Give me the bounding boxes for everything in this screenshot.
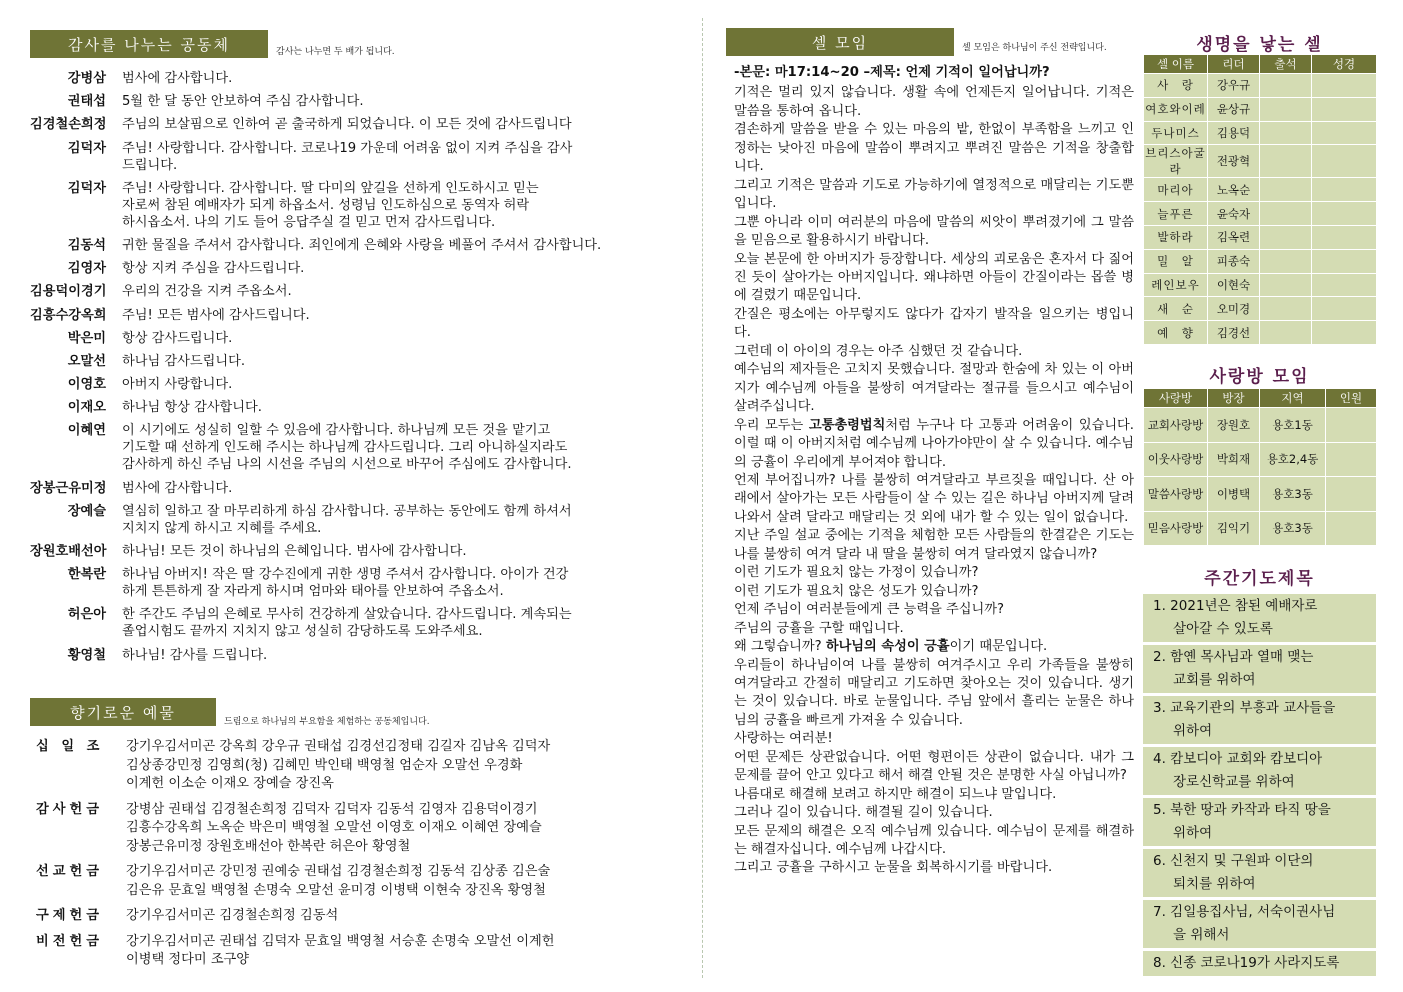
prayer-item xyxy=(1143,594,1376,642)
gratitude-message: 귀한 물질을 주셔서 감사합니다. 죄인에게 은혜와 사랑을 베풀어 주셔서 감사합니다. xyxy=(122,237,602,253)
gratitude-message: 하나님! 모든 것이 하나님의 은혜입니다. 범사에 감사합니다. xyxy=(122,544,467,559)
cell-name: 두나미스 xyxy=(1144,121,1208,145)
gratitude-name: 김흥수강옥희 xyxy=(30,307,107,323)
cell-attendance xyxy=(1260,321,1312,345)
cell-leader: 오미경 xyxy=(1208,297,1260,321)
cell-subtitle: 셀 모임은 하나님이 주신 전략입니다. xyxy=(962,43,1107,53)
prayer-item xyxy=(1143,645,1376,693)
gratitude-message: 범사에 감사합니다. xyxy=(122,71,233,86)
gratitude-name: 이영호 xyxy=(67,377,106,393)
sermon-body xyxy=(734,84,1134,877)
table-header: 출석 xyxy=(1260,55,1312,74)
table-header: 방장 xyxy=(1208,389,1260,408)
sermon-emphasis: 고통총령법칙 xyxy=(808,417,886,433)
gratitude-name: 김덕자 xyxy=(67,180,106,196)
prayer-line: 1. 2021년은 참된 예배자로 xyxy=(1153,598,1318,614)
room-count xyxy=(1326,477,1377,512)
prayer-line: 을 위해서 xyxy=(1173,927,1230,943)
offering-list xyxy=(36,738,676,977)
cell-bible xyxy=(1312,297,1377,321)
cell-leader: 피종숙 xyxy=(1208,249,1260,273)
offering-label: 감사헌금 xyxy=(36,801,103,817)
cell-attendance xyxy=(1260,297,1312,321)
gratitude-row xyxy=(30,180,680,231)
sermon-paragraph: 언제 주님이 여러분들에게 큰 능력을 주십니까? xyxy=(734,602,1005,618)
prayer-line: 7. 김일용집사님, 서숙이권사님 xyxy=(1153,904,1336,920)
gratitude-message: 열심히 일하고 잘 마무리하게 하심 감사합니다. 공부하는 동안에도 함께 하셔서 지치지 않게 하시고 지혜를 주세요. xyxy=(122,503,572,536)
sermon-paragraph: 그러나 길이 있습니다. 해결될 길이 있습니다. xyxy=(734,805,993,821)
gratitude-row xyxy=(30,330,680,347)
gratitude-message: 항상 지켜 주심을 감사드립니다. xyxy=(122,261,305,277)
table-row xyxy=(1144,202,1377,226)
cell-bible xyxy=(1312,202,1377,226)
prayer-line: 8. 신종 코로나19가 사라지도록 xyxy=(1153,955,1340,971)
room-count xyxy=(1326,442,1377,477)
cell-leader: 윤숙자 xyxy=(1208,202,1260,226)
cell-table xyxy=(1143,54,1377,345)
table-row xyxy=(1144,225,1377,249)
gratitude-name: 이혜연 xyxy=(67,423,106,439)
cell-attendance xyxy=(1260,97,1312,121)
cell-header: 셀 모임 xyxy=(726,28,954,56)
gratitude-message: 주님! 사랑합니다. 감사합니다. 딸 다미의 앞길을 선하게 인도하시고 믿는 자로써 참된 예배자가 되게 하옵소서. 성령님 인도하심으로 동역자 허락 하시옵소서. 나의 기도 들어 응답주실 걸 믿고 먼저 감사드립니다. xyxy=(122,180,539,230)
table-header: 사랑방 xyxy=(1144,389,1208,408)
sermon-paragraph: 이런 기도가 필요치 않은 성도가 있습니까? xyxy=(734,583,979,599)
room-leader: 박희재 xyxy=(1208,442,1260,477)
gratitude-name: 장봉근유미정 xyxy=(30,480,107,496)
cell-bible xyxy=(1312,97,1377,121)
table-header: 지역 xyxy=(1260,389,1326,408)
cell-name: 레인보우 xyxy=(1144,273,1208,297)
gratitude-row xyxy=(30,376,680,393)
gratitude-message: 주님! 사랑합니다. 감사합니다. 코로나19 가운데 어려움 없이 지켜 주심을 감사 드립니다. xyxy=(122,140,573,173)
sermon-paragraph: 주님의 긍휼을 구할 때입니다. xyxy=(734,620,904,636)
cell-attendance xyxy=(1260,249,1312,273)
offering-names: 강기우김서미곤 권태섭 김덕자 문효일 백영철 서승훈 손명숙 오말선 이계헌 이병택 정다미 조구양 xyxy=(126,933,555,967)
cell-bible xyxy=(1312,145,1377,178)
sermon-paragraph: 지난 주일 설교 중에는 기적을 체험한 모든 사람들의 한결같은 기도는 나를 불쌍히 여겨 달라 내 딸을 불쌍히 여겨 달라였지 않습니까? xyxy=(734,528,1134,562)
prayer-line: 위하여 xyxy=(1173,825,1213,841)
gratitude-message: 항상 감사드립니다. xyxy=(122,330,233,346)
fold-line xyxy=(702,18,703,978)
gratitude-message: 5월 한 달 동안 안보하여 주심 감사합니다. xyxy=(122,94,364,110)
table-row xyxy=(1144,97,1377,121)
table-row xyxy=(1144,273,1377,297)
sermon-paragraph: 기적은 멀리 있지 않습니다. 생활 속에 언제든지 일어납니다. 기적은 말씀을 통하여 옵니다. xyxy=(734,85,1134,119)
offering-names: 강병삼 권태섭 김경철손희정 김덕자 김덕자 김동석 김영자 김용덕이경기 김흥수강옥희 노옥순 박은미 백영철 오말선 이영호 이재오 이혜연 장예슬 장봉근유미정 장원호배선아 한복란 허은아 황영철 xyxy=(126,801,542,854)
table-header: 셀 이름 xyxy=(1144,55,1208,74)
gratitude-row xyxy=(30,480,680,497)
sermon-paragraph: 나름대로 해결해 보려고 하지만 해결이 되느냐 말입니다. xyxy=(734,786,1057,802)
prayer-line: 5. 북한 땅과 카작과 타직 땅을 xyxy=(1153,802,1331,818)
prayer-list xyxy=(1143,594,1376,979)
room-name: 말씀사랑방 xyxy=(1144,477,1208,512)
table-row xyxy=(1144,477,1377,512)
cell-leader: 김옥련 xyxy=(1208,225,1260,249)
table-row xyxy=(1144,511,1377,546)
sermon-paragraph: 왜 그렇습니까? 하나님의 속성이 긍휼이기 때문입니다. xyxy=(734,639,1048,655)
cell-leader: 강우규 xyxy=(1208,74,1260,98)
cell-leader: 이현숙 xyxy=(1208,273,1260,297)
prayer-line: 교회를 위하여 xyxy=(1173,672,1256,688)
cell-bible xyxy=(1312,178,1377,202)
table-header: 성경 xyxy=(1312,55,1377,74)
gratitude-name: 김덕자 xyxy=(67,140,106,156)
gratitude-subtitle: 감사는 나누면 두 배가 됩니다. xyxy=(276,47,395,57)
sermon-paragraph: 예수님의 제자들은 고치지 못했습니다. 절망과 한숨에 차 있는 이 아버지가 예수님께 아들을 불쌍히 여겨달라는 절규를 들으시고 예수님이 살려주십니다. xyxy=(734,362,1134,415)
offering-row xyxy=(36,738,676,794)
cell-leader: 노옥순 xyxy=(1208,178,1260,202)
cell-attendance xyxy=(1260,202,1312,226)
cell-bible xyxy=(1312,121,1377,145)
gratitude-message: 아버지 사랑합니다. xyxy=(122,377,233,393)
room-leader: 김익기 xyxy=(1208,511,1260,546)
cell-leader: 전광혁 xyxy=(1208,145,1260,178)
gratitude-row xyxy=(30,647,680,664)
gratitude-message: 범사에 감사합니다. xyxy=(122,480,233,496)
sermon-paragraph: 간질은 평소에는 아무렇지도 않다가 갑자기 발작을 일으키는 병입니다. xyxy=(734,306,1134,341)
gratitude-row xyxy=(30,606,680,640)
gratitude-row xyxy=(30,116,680,133)
offering-label: 비전헌금 xyxy=(36,933,103,949)
gratitude-row xyxy=(30,237,680,254)
offering-names: 강기우김서미곤 김경철손희정 김동석 xyxy=(126,908,339,923)
offering-label: 십 일 조 xyxy=(36,739,104,754)
sermon xyxy=(734,64,1134,878)
gratitude-message: 주님의 보살핌으로 인하여 곧 출국하게 되었습니다. 이 모든 것에 감사드립니다 xyxy=(122,117,572,133)
gratitude-name: 장예슬 xyxy=(67,503,106,519)
cell-leader: 김경선 xyxy=(1208,321,1260,345)
cell-bible xyxy=(1312,273,1377,297)
sermon-paragraph: 모든 문제의 해결은 오직 예수님께 있습니다. 예수님이 문제를 해결하는 해결자십니다. 예수님께 나갑시다. xyxy=(734,823,1134,858)
cell-name: 브리스아굴라 xyxy=(1145,146,1206,177)
gratitude-header: 감사를 나누는 공동체 xyxy=(30,30,268,58)
gratitude-row xyxy=(30,70,680,87)
room-area: 용호1동 xyxy=(1260,408,1326,443)
prayer-line: 퇴치를 위하여 xyxy=(1173,876,1256,892)
cell-name: 여호와이레 xyxy=(1144,97,1208,121)
gratitude-row xyxy=(30,307,680,324)
gratitude-name: 김경철손희정 xyxy=(30,117,107,133)
room-leader: 이병택 xyxy=(1208,477,1260,512)
prayer-line: 6. 신천지 및 구원파 이단의 xyxy=(1153,853,1314,869)
table-row xyxy=(1144,321,1377,345)
gratitude-name: 허은아 xyxy=(67,607,106,623)
prayer-item xyxy=(1143,951,1376,976)
prayer-title: 주간기도제목 xyxy=(1204,569,1315,589)
gratitude-name: 김용덕이경기 xyxy=(30,284,107,300)
room-table xyxy=(1143,388,1377,546)
room-area: 용호2,4동 xyxy=(1260,442,1326,477)
gratitude-row xyxy=(30,566,680,600)
gratitude-message: 우리의 건강을 지켜 주옵소서. xyxy=(122,284,292,300)
gratitude-message: 하나님! 감사를 드립니다. xyxy=(122,647,268,663)
table-row xyxy=(1144,408,1377,443)
prayer-line: 2. 함옌 목사님과 열매 맺는 xyxy=(1153,649,1314,665)
offering-names: 강기우김서미곤 강옥희 강우규 권태섭 김경선김정태 김길자 김남옥 김덕자 김상종강민정 김영희(청) 김혜민 박인태 백영철 엄순자 오말선 우경화 이계헌 이소순 이재오 장예슬 장진옥 xyxy=(126,739,551,791)
offering-row xyxy=(36,863,676,900)
sermon-paragraph: 이런 기도가 필요치 않는 가정이 있습니까? xyxy=(734,565,979,581)
gratitude-row xyxy=(30,543,680,560)
gratitude-row xyxy=(30,140,680,174)
gratitude-message: 하나님 아버지! 작은 딸 강수진에게 귀한 생명 주셔서 감사합니다. 아이가 건강 하게 튼튼하게 잘 자라게 하시며 엄마와 태아를 안보하여 주옵소서. xyxy=(122,567,569,600)
gratitude-message: 이 시기에도 성실히 일할 수 있음에 감사합니다. 하나님께 모든 것을 맡기고 기도할 때 선하게 인도해 주시는 하나님께 감사드립니다. 그리 아니하실지라도 감사하게 하신 주님 나의 시선을 주님의 시선으로 바꾸어 주심에도 감사합니다. xyxy=(122,423,572,473)
cell-name: 발하라 xyxy=(1144,225,1208,249)
cell-bible xyxy=(1312,225,1377,249)
table-row xyxy=(1144,145,1377,178)
cell-bible xyxy=(1312,74,1377,98)
gratitude-name: 강병삼 xyxy=(67,71,106,86)
sermon-paragraph: 오늘 본문에 한 아버지가 등장합니다. 세상의 괴로움은 혼자서 다 짊어진 듯이 살아가는 아버지입니다. 왜냐하면 아들이 간질이라는 몹쓸 병에 걸렸기 때문입니다. xyxy=(734,251,1134,304)
room-table-title: 사랑방 모임 xyxy=(1209,367,1310,387)
gratitude-message: 하나님 감사드립니다. xyxy=(122,353,246,369)
sermon-paragraph: 그리고 기적은 말씀과 기도로 가능하기에 열정적으로 매달리는 기도뿐입니다. xyxy=(734,177,1134,212)
table-row xyxy=(1144,178,1377,202)
cell-bible xyxy=(1312,321,1377,345)
room-count xyxy=(1326,408,1377,443)
room-area: 용호3동 xyxy=(1260,477,1326,512)
prayer-item xyxy=(1143,900,1376,948)
room-area: 용호3동 xyxy=(1260,511,1326,546)
gratitude-name: 오말선 xyxy=(67,353,106,369)
cell-attendance xyxy=(1260,74,1312,98)
gratitude-name: 권태섭 xyxy=(67,94,106,110)
table-header: 리더 xyxy=(1208,55,1260,74)
prayer-line: 위하여 xyxy=(1173,723,1213,739)
gratitude-list xyxy=(30,70,680,670)
cell-name: 사 랑 xyxy=(1144,74,1208,98)
offering-subtitle: 드림으로 하나님의 부요함을 체험하는 공동체입니다. xyxy=(224,717,430,727)
room-leader: 장원호 xyxy=(1208,408,1260,443)
offering-label: 선교헌금 xyxy=(36,864,103,879)
offering-row xyxy=(36,801,676,857)
sermon-paragraph: 언제 부어집니까? 나를 불쌍히 여겨달라고 부르짖을 때입니다. 산 아래에서 살아가는 모든 사람들이 살 수 있는 길은 하나님 아버지께 달려 나와서 살려 달라고 매달리는 것 외에 내가 할 수 있는 일이 없습니다. xyxy=(734,472,1134,525)
cell-table-title: 생명을 낳는 셀 xyxy=(1196,35,1323,55)
prayer-item xyxy=(1143,696,1376,744)
prayer-line: 장로신학교를 위하여 xyxy=(1173,774,1295,790)
gratitude-name: 한복란 xyxy=(67,567,106,583)
room-count xyxy=(1326,511,1377,546)
room-name: 이웃사랑방 xyxy=(1144,442,1208,477)
table-row xyxy=(1144,297,1377,321)
sermon-paragraph: 우리들이 하나님이여 나를 불쌍히 여겨주시고 우리 가족들을 불쌍히 여겨달라고 간절히 매달리고 기도하면 찾아오는 것이 있습니다. 생기는 것이 있습니다. 바로 눈물입니다. 주님 앞에서 흘리는 눈물은 하나님의 긍휼을 빠르게 가져올 수 있습니다. xyxy=(734,657,1134,728)
gratitude-row xyxy=(30,283,680,300)
gratitude-row xyxy=(30,422,680,473)
prayer-item xyxy=(1143,849,1376,897)
cell-attendance xyxy=(1260,225,1312,249)
table-row xyxy=(1144,121,1377,145)
prayer-line: 4. 캄보디아 교회와 캄보디아 xyxy=(1153,751,1323,767)
cell-leader: 김용덕 xyxy=(1208,121,1260,145)
gratitude-name: 황영철 xyxy=(67,647,106,663)
prayer-line: 살아갈 수 있도록 xyxy=(1173,621,1273,637)
cell-bible xyxy=(1312,249,1377,273)
offering-names: 강기우김서미곤 강민정 권예숭 권태섭 김경철손희정 김동석 김상종 김은술 김은유 문효일 백영철 손명숙 오말선 윤미경 이병택 이현숙 장진옥 황영철 xyxy=(126,864,551,898)
sermon-paragraph: 사랑하는 여러분! xyxy=(734,731,833,747)
gratitude-row xyxy=(30,353,680,370)
table-row xyxy=(1144,249,1377,273)
sermon-paragraph: 우리 모두는 고통총령법칙처럼 누구나 다 고통과 어려움이 있습니다. 이럴 때 이 아버지처럼 예수님께 나아가야만이 살 수 있습니다. 예수님의 긍휼이 우리에게 부어져야 합니다. xyxy=(734,417,1134,470)
cell-attendance xyxy=(1260,121,1312,145)
offering-label: 구제헌금 xyxy=(36,908,103,923)
cell-name: 밀 알 xyxy=(1144,249,1208,273)
offering-row xyxy=(36,933,676,970)
gratitude-name: 이재오 xyxy=(67,400,106,416)
prayer-line: 3. 교육기관의 부흥과 교사들을 xyxy=(1153,700,1336,716)
gratitude-row xyxy=(30,399,680,416)
sermon-paragraph: 겸손하게 말씀을 받을 수 있는 마음의 밭, 한없이 부족함을 느끼고 인정하는 낮아진 마음에 말씀이 뿌려지고 뿌려진 말씀은 기적을 창출합니다. xyxy=(734,122,1134,175)
gratitude-name: 김영자 xyxy=(67,261,106,277)
gratitude-row xyxy=(30,93,680,110)
room-name: 교회사랑방 xyxy=(1144,408,1208,443)
sermon-title: -본문: 마17:14~20 –제목: 언제 기적이 일어납니까? xyxy=(734,65,1050,80)
gratitude-name: 김동석 xyxy=(67,237,106,253)
gratitude-name: 장원호배선아 xyxy=(30,544,107,559)
sermon-paragraph: 그뿐 아니라 이미 여러분의 마음에 말씀의 씨앗이 뿌려졌기에 그 말씀을 믿음으로 활용하시기 바랍니다. xyxy=(734,214,1134,249)
sermon-emphasis: 하나님의 속성이 긍휼 xyxy=(825,639,950,655)
prayer-item xyxy=(1143,747,1376,795)
sermon-paragraph: 어떤 문제든 상관없습니다. 어떤 형편이든 상관이 없습니다. 내가 그 문제를 끌어 안고 있다고 해서 해결 안될 것은 분명한 사실 아닙니까? xyxy=(734,749,1134,784)
prayer-item xyxy=(1143,798,1376,846)
table-row xyxy=(1144,442,1377,477)
offering-header: 향기로운 예물 xyxy=(30,698,216,726)
gratitude-row xyxy=(30,503,680,537)
cell-attendance xyxy=(1260,178,1312,202)
cell-name: 예 향 xyxy=(1144,321,1208,345)
cell-attendance xyxy=(1260,273,1312,297)
table-header: 인원 xyxy=(1326,389,1377,408)
gratitude-message: 한 주간도 주님의 은혜로 무사히 건강하게 살았습니다. 감사드립니다. 계속되는 졸업시험도 끝까지 지치지 않고 성실히 감당하도록 도와주세요. xyxy=(122,607,572,640)
gratitude-name: 박은미 xyxy=(67,330,106,346)
sermon-paragraph: 그리고 긍휼을 구하시고 눈물을 회복하시기를 바랍니다. xyxy=(734,860,1053,876)
cell-name: 마리아 xyxy=(1144,178,1208,202)
cell-attendance xyxy=(1260,145,1312,178)
gratitude-message: 하나님 항상 감사합니다. xyxy=(122,400,262,416)
cell-name: 늘푸른 xyxy=(1144,202,1208,226)
gratitude-row xyxy=(30,260,680,277)
sermon-paragraph: 그런데 이 아이의 경우는 아주 심했던 것 같습니다. xyxy=(734,343,1023,359)
cell-leader: 윤상규 xyxy=(1208,97,1260,121)
offering-row xyxy=(36,907,676,926)
cell-name: 새 순 xyxy=(1144,297,1208,321)
table-row xyxy=(1144,74,1377,98)
gratitude-message: 주님! 모든 범사에 감사드립니다. xyxy=(122,307,310,323)
room-name: 믿음사랑방 xyxy=(1144,511,1208,546)
